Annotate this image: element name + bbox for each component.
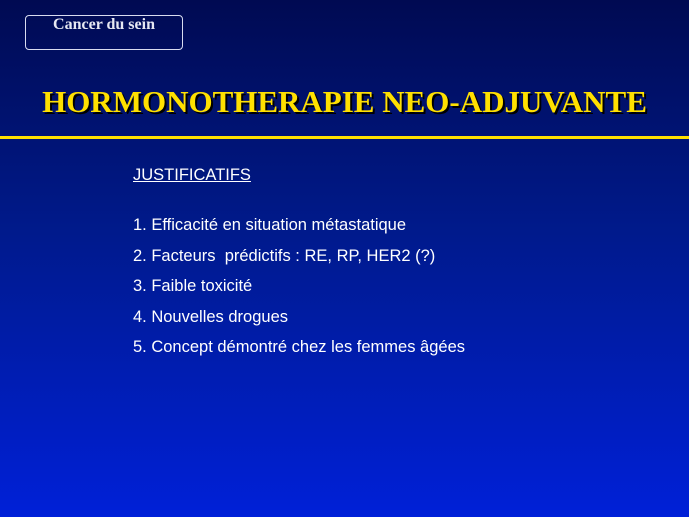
list-item: 3. Faible toxicité [133, 277, 253, 295]
list-item: 2. Facteurs prédictifs : RE, RP, HER2 (?) [133, 246, 436, 265]
section-heading: JUSTIFICATIFS [133, 166, 251, 184]
list-item: 1. Efficacité en situation métastatique [133, 216, 407, 234]
title-divider [0, 136, 689, 139]
topic-tag-text: Cancer du sein [53, 16, 155, 33]
slide-title: HORMONOTHERAPIE NEO-ADJUVANTE [42, 84, 647, 119]
justification-list [133, 215, 465, 357]
list-item: 4. Nouvelles drogues [133, 307, 289, 326]
slide-content [133, 165, 465, 368]
topic-tag [25, 15, 183, 50]
list-item: 5. Concept démontré chez les femmes âgées [133, 338, 466, 356]
